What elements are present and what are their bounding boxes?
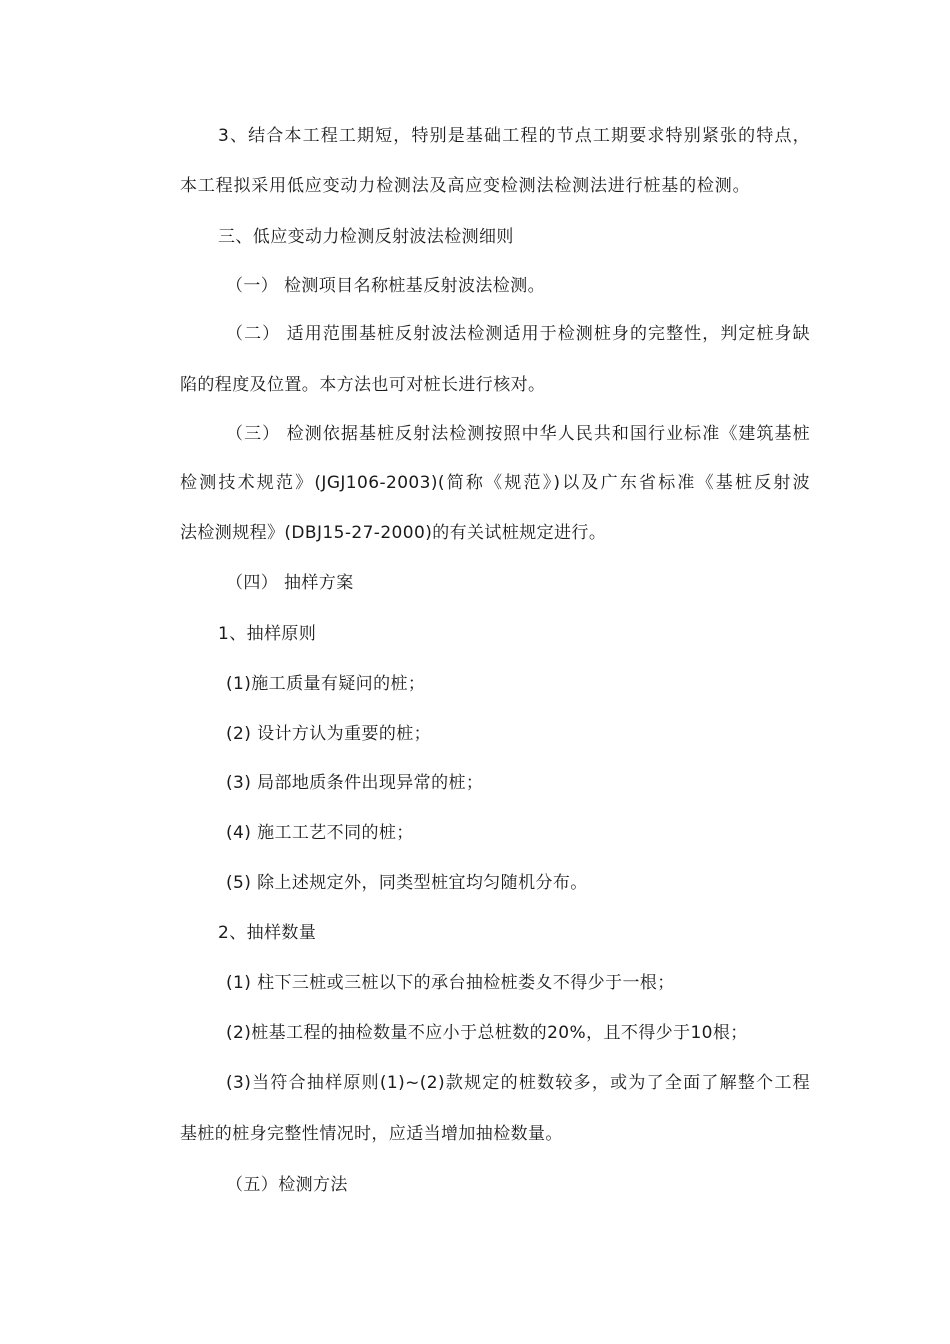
list-item: (3)当符合抽样原则(1)~(2)款规定的桩数较多，或为了全面了解整个工程 [226, 1073, 810, 1093]
list-item: (2)桩基工程的抽检数量不应小于总桩数的20%，且不得少于10根； [226, 1023, 748, 1043]
paragraph-line: 基桩的桩身完整性情况时，应适当增加抽检数量。 [180, 1124, 563, 1144]
list-item: (1) 柱下三桩或三桩以下的承台抽检桩娄夊不得少于一根； [226, 973, 675, 993]
subsection-heading: 2、抽样数量 [218, 923, 317, 943]
subsection-heading: （五）检测方法 [226, 1175, 348, 1195]
subsection-heading: （四） 抽样方案 [226, 573, 354, 593]
paragraph-line: （二） 适用范围基桩反射波法检测适用于检测桩身的完整性，判定桩身缺 [226, 324, 810, 344]
subsection-heading: 1、抽样原则 [218, 624, 317, 644]
list-item: (4) 施工工艺不同的桩； [226, 823, 414, 843]
paragraph-line: （一） 检测项目名称桩基反射波法检测。 [226, 276, 546, 296]
paragraph-line: 3、结合本工程工期短，特别是基础工程的节点工期要求特别紧张的特点， [218, 126, 810, 146]
paragraph-line: 陷的程度及位置。本方法也可对桩长进行核对。 [180, 375, 546, 395]
list-item: (5) 除上述规定外，同类型桩宜均匀随机分布。 [226, 873, 588, 893]
section-heading: 三、低应变动力检测反射波法检测细则 [218, 227, 514, 247]
paragraph-line: （三） 检测依据基桩反射法检测按照中华人民共和国行业标准《建筑基桩 [226, 424, 810, 444]
list-item: (2) 设计方认为重要的桩； [226, 724, 432, 744]
paragraph-line: 法检测规程》(DBJ15-27-2000)的有关试桩规定进行。 [180, 523, 607, 543]
paragraph-line: 检测技术规范》(JGJ106-2003)(简称《规范》)以及广东省标准《基桩反射波 [180, 473, 810, 493]
paragraph-line: 本工程拟采用低应变动力检测法及高应变检测法检测法进行桩基的检测。 [180, 176, 750, 196]
list-item: (3) 局部地质条件出现异常的桩； [226, 773, 484, 793]
list-item: (1)施工质量有疑问的桩； [226, 674, 426, 694]
